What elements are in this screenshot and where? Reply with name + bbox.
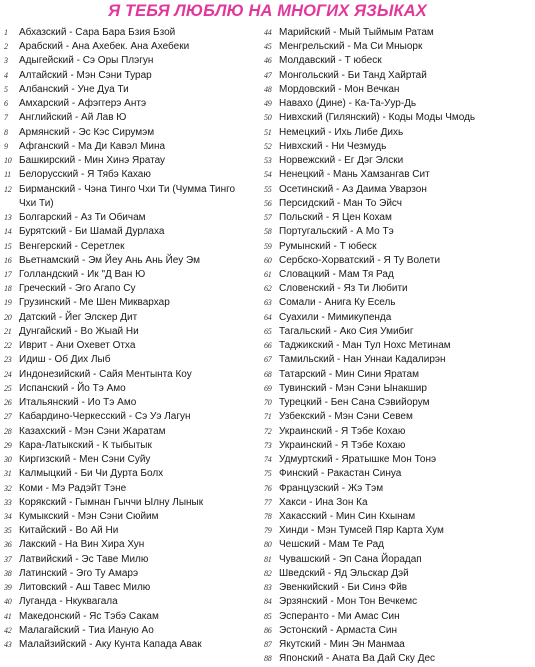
entry-number: 35 — [4, 526, 12, 536]
language-entry — [264, 97, 534, 111]
entry-number: 66 — [264, 341, 272, 351]
entry-number: 1 — [4, 28, 8, 37]
language-entry — [4, 325, 244, 339]
entry-number: 86 — [264, 625, 272, 635]
language-entry — [264, 581, 534, 595]
entry-number: 18 — [4, 284, 12, 294]
entry-number: 7 — [4, 113, 8, 123]
language-entry — [4, 553, 244, 567]
entry-number: 5 — [4, 84, 8, 94]
language-entry — [264, 339, 534, 353]
language-entry — [4, 368, 244, 382]
entry-number: 65 — [264, 326, 272, 336]
entry-number: 69 — [264, 383, 272, 393]
language-entry — [264, 410, 534, 424]
language-entry — [264, 325, 534, 339]
language-entry — [4, 240, 244, 254]
language-entry — [4, 496, 244, 510]
entry-number: 6 — [4, 99, 8, 109]
entry-text: Турецкий - Бен Сана Сэвийорум — [279, 397, 430, 409]
language-entry — [264, 282, 534, 296]
entry-text: Мордовский - Мон Вечкан — [279, 83, 400, 95]
entry-text: Белорусский - Я Тябэ Кахаю — [19, 169, 151, 181]
entry-text: Хинди - Мэн Тумсей Пяр Карта Хум — [279, 525, 444, 537]
language-entry — [264, 154, 534, 168]
entry-number: 51 — [264, 127, 272, 137]
entry-number: 33 — [4, 497, 12, 507]
entry-number: 40 — [4, 597, 12, 607]
entry-number: 42 — [4, 625, 12, 635]
entry-text: Бирманский - Чэна Тинго Чхи Ти (Чумма Тинго Чхи Ти) — [19, 183, 236, 209]
right-language-list — [264, 26, 534, 667]
entry-text: Эсперанто - Ми Амас Син — [279, 610, 400, 622]
entry-number: 52 — [264, 141, 272, 151]
language-entry — [4, 254, 244, 268]
entry-number: 46 — [264, 56, 272, 66]
entry-number: 79 — [264, 526, 272, 536]
entry-text: Арабский - Ана Ахебек. Ана Ахебеки — [19, 41, 190, 53]
language-entry — [4, 467, 244, 481]
entry-number: 11 — [4, 170, 11, 180]
entry-text: Ненецкий - Мань Хамзангав Сит — [279, 169, 430, 181]
entry-text: Кабардино-Черкесский - Сэ Уэ Лагун — [19, 411, 191, 423]
page-title: Я ТЕБЯ ЛЮБЛЮ НА МНОГИХ ЯЗЫКАХ — [108, 2, 427, 20]
entry-text: Таджикский - Ман Тул Нохс Метинам — [279, 340, 451, 352]
language-entry — [264, 482, 534, 496]
entry-number: 13 — [4, 213, 12, 223]
language-entry — [4, 624, 244, 638]
entry-number: 64 — [264, 312, 272, 322]
entry-text: Армянский - Эс Кэс Сирумэм — [19, 126, 155, 138]
entry-text: Грузинский - Ме Шен Миквархар — [19, 297, 170, 309]
entry-number: 9 — [4, 141, 8, 151]
entry-number: 30 — [4, 455, 12, 465]
language-entry — [264, 567, 534, 581]
entry-number: 83 — [264, 583, 272, 593]
entry-number: 29 — [4, 440, 12, 450]
entry-text: Французский - Жэ Тэм — [279, 482, 384, 494]
language-entry — [4, 211, 244, 225]
entry-number: 72 — [264, 426, 272, 436]
entry-text: Башкирский - Мин Хинэ Яратау — [19, 155, 166, 167]
entry-text: Немецкий - Ихь Либе Дихь — [279, 126, 404, 138]
entry-text: Украинский - Я Тэбе Кохаю — [279, 425, 406, 437]
language-entry — [4, 410, 244, 424]
entry-number: 84 — [264, 597, 272, 607]
entry-number: 27 — [4, 412, 12, 422]
entry-text: Идиш - Об Дих Лыб — [19, 354, 111, 366]
language-entry — [264, 553, 534, 567]
entry-number: 54 — [264, 170, 272, 180]
language-entry — [4, 268, 244, 282]
language-entry — [264, 211, 534, 225]
entry-text: Корякский - Гымнан Гыччи Ылну Лынык — [19, 496, 204, 508]
entry-text: Суахили - Мимикупенда — [279, 311, 392, 323]
entry-number: 73 — [264, 440, 272, 450]
entry-text: Малагайский - Тиа Ианую Ао — [19, 624, 154, 636]
entry-number: 12 — [4, 184, 12, 194]
language-entry — [4, 567, 244, 581]
entry-text: Коми - Мэ Радэйт Тэне — [19, 482, 127, 494]
language-entry — [264, 26, 534, 40]
entry-number: 68 — [264, 369, 272, 379]
language-entry — [264, 538, 534, 552]
language-entry — [264, 396, 534, 410]
entry-text: Кумыкский - Мэн Сэни Сюйим — [19, 510, 159, 522]
entry-number: 61 — [264, 269, 272, 279]
language-entry — [4, 140, 244, 154]
language-entry — [264, 638, 534, 652]
language-entry — [264, 197, 534, 211]
language-entry — [4, 183, 244, 211]
entry-text: Итальянский - Ио Тэ Амо — [19, 397, 137, 409]
entry-number: 17 — [4, 269, 12, 279]
entry-number: 22 — [4, 341, 12, 351]
entry-text: Болгарский - Аз Ти Обичам — [19, 212, 146, 224]
entry-number: 74 — [264, 455, 272, 465]
entry-text: Сербско-Хорватский - Я Ту Волети — [279, 254, 441, 266]
language-entry — [264, 496, 534, 510]
entry-number: 43 — [4, 640, 12, 650]
entry-number: 34 — [4, 511, 12, 521]
entry-number: 88 — [264, 654, 272, 664]
entry-number: 60 — [264, 255, 272, 265]
entry-number: 50 — [264, 113, 272, 123]
entry-text: Эвенкийский - Би Синэ Фйв — [279, 582, 408, 594]
language-entry — [264, 268, 534, 282]
entry-text: Узбекский - Мэн Сэни Севем — [279, 411, 413, 423]
language-entry — [264, 467, 534, 481]
entry-text: Словацкий - Мам Тя Рад — [279, 268, 394, 280]
entry-text: Адыгейский - Сэ Оры Плэгун — [19, 55, 154, 67]
entry-text: Лакский - На Вин Хира Хун — [19, 539, 145, 551]
entry-number: 19 — [4, 298, 12, 308]
entry-text: Литовский - Аш Тавес Милю — [19, 582, 151, 594]
entry-text: Эрзянский - Мон Тон Вечкемс — [279, 596, 418, 608]
entry-text: Навахо (Дине) - Ка-Та-Уур-Дь — [279, 98, 417, 110]
entry-number: 44 — [264, 28, 272, 37]
language-entry — [264, 40, 534, 54]
language-entry — [4, 54, 244, 68]
entry-text: Хакси - Ина Зон Ка — [279, 496, 368, 508]
entry-number: 26 — [4, 398, 12, 408]
entry-number: 63 — [264, 298, 272, 308]
entry-text: Афганский - Ма Ди Кавэл Мина — [19, 140, 166, 152]
language-entry — [4, 581, 244, 595]
language-entry — [4, 126, 244, 140]
entry-number: 3 — [4, 56, 8, 66]
entry-text: Голландский - Ик "Д Ван Ю — [19, 268, 146, 280]
entry-text: Менгрельский - Ма Си Мныорк — [279, 41, 423, 53]
entry-number: 71 — [264, 412, 272, 422]
entry-number: 16 — [4, 255, 12, 265]
entry-text: Нивхский - Ни Чезмудь — [279, 140, 387, 152]
left-language-list — [4, 26, 244, 652]
entry-text: Латинский - Эго Ту Амарэ — [19, 567, 139, 579]
entry-text: Калмыцкий - Би Чи Дурта Болх — [19, 468, 164, 480]
entry-text: Дунгайский - Во Жыай Ни — [19, 325, 139, 337]
language-entry — [4, 524, 244, 538]
language-entry — [4, 425, 244, 439]
entry-number: 14 — [4, 227, 12, 237]
language-entry — [4, 97, 244, 111]
entry-number: 76 — [264, 483, 272, 493]
language-entry — [4, 610, 244, 624]
language-entry — [264, 126, 534, 140]
entry-text: Чешский - Мам Те Рад — [279, 539, 384, 551]
language-entry — [264, 69, 534, 83]
entry-number: 32 — [4, 483, 12, 493]
entry-text: Хакасский - Мин Син Кхынам — [279, 510, 416, 522]
language-entry — [4, 353, 244, 367]
language-entry — [4, 339, 244, 353]
language-entry — [4, 26, 244, 40]
entry-text: Удмуртский - Яратышке Мон Тонэ — [279, 454, 437, 466]
language-entry — [4, 282, 244, 296]
entry-text: Нивхский (Гилянский) - Коды Моды Чмодь — [279, 112, 476, 124]
entry-number: 23 — [4, 355, 12, 365]
entry-text: Абхазский - Сара Бара Бзия Бзой — [19, 27, 176, 38]
language-entry — [264, 183, 534, 197]
language-entry — [4, 482, 244, 496]
entry-text: Польский - Я Цен Кохам — [279, 212, 392, 224]
language-entry — [264, 311, 534, 325]
entry-number: 38 — [4, 568, 12, 578]
entry-number: 59 — [264, 241, 272, 251]
entry-number: 75 — [264, 469, 272, 479]
entry-number: 70 — [264, 398, 272, 408]
entry-number: 47 — [264, 70, 272, 80]
entry-number: 49 — [264, 99, 272, 109]
entry-text: Малайзийский - Аку Кунта Капада Авак — [19, 639, 202, 651]
entry-text: Кара-Латыкский - К тыбытык — [19, 439, 152, 451]
entry-number: 53 — [264, 156, 272, 166]
entry-number: 57 — [264, 213, 272, 223]
language-entry — [264, 296, 534, 310]
language-entry — [264, 111, 534, 125]
entry-number: 62 — [264, 284, 272, 294]
entry-number: 67 — [264, 355, 272, 365]
language-entry — [4, 595, 244, 609]
entry-text: Эстонский - Армаста Син — [279, 624, 397, 636]
language-entry — [264, 353, 534, 367]
language-entry — [264, 425, 534, 439]
entry-number: 4 — [4, 70, 8, 80]
entry-text: Украинский - Я Тэбе Кохаю — [279, 439, 406, 451]
entry-text: Киргизский - Мен Сэни Суйу — [19, 454, 151, 466]
language-entry — [264, 510, 534, 524]
language-entry — [4, 168, 244, 182]
entry-text: Луганда - Нкуквагала — [19, 596, 118, 608]
entry-text: Индонезийский - Сайя Ментынта Коу — [19, 368, 192, 380]
entry-text: Вьетнамский - Эм Йеу Ань Ань Йеу Эм — [19, 254, 200, 266]
entry-number: 45 — [264, 42, 272, 52]
entry-number: 78 — [264, 511, 272, 521]
entry-text: Бурятский - Би Шамай Дурлаха — [19, 226, 165, 238]
entry-number: 37 — [4, 554, 12, 564]
entry-text: Иврит - Ани Охевет Отха — [19, 340, 136, 352]
entry-number: 41 — [4, 611, 12, 621]
entry-text: Финский - Ракастан Синуа — [279, 468, 402, 480]
entry-text: Румынский - Т юбеск — [279, 240, 377, 252]
entry-text: Латвийский - Эс Таве Милю — [19, 553, 149, 565]
language-entry — [264, 140, 534, 154]
entry-number: 56 — [264, 198, 272, 208]
language-entry — [4, 538, 244, 552]
entry-number: 10 — [4, 156, 12, 166]
language-entry — [264, 595, 534, 609]
entry-text: Алтайский - Мэн Сэни Турар — [19, 69, 152, 81]
entry-number: 24 — [4, 369, 12, 379]
entry-text: Молдавский - Т юбеск — [279, 55, 382, 67]
entry-number: 36 — [4, 540, 12, 550]
language-entry — [264, 54, 534, 68]
language-entry — [264, 652, 534, 666]
language-entry — [4, 396, 244, 410]
language-entry — [264, 382, 534, 396]
entry-number: 31 — [4, 469, 12, 479]
language-entry — [264, 439, 534, 453]
entry-text: Китайский - Во Ай Ни — [19, 525, 119, 537]
entry-text: Татарский - Мин Сини Яратам — [279, 368, 419, 380]
entry-text: Якутский - Мин Эн Манмаа — [279, 639, 405, 651]
entry-text: Португальский - А Мо Тэ — [279, 226, 394, 238]
language-entry — [264, 83, 534, 97]
entry-number: 55 — [264, 184, 272, 194]
language-entry — [4, 154, 244, 168]
entry-text: Амхарский - Афэггерэ Антэ — [19, 98, 147, 110]
entry-text: Чувашский - Эп Сана Йорадап — [279, 553, 422, 565]
entry-text: Монгольский - Би Танд Хайртай — [279, 69, 427, 81]
language-entry — [264, 240, 534, 254]
language-entry — [264, 524, 534, 538]
entry-number: 2 — [4, 42, 8, 52]
language-entry — [264, 168, 534, 182]
entry-text: Сомали - Анига Ку Есель — [279, 297, 396, 309]
language-entry — [4, 382, 244, 396]
entry-text: Тагальский - Ако Сия Умибиг — [279, 325, 414, 337]
language-entry — [4, 510, 244, 524]
entry-number: 15 — [4, 241, 12, 251]
entry-number: 85 — [264, 611, 272, 621]
language-entry — [264, 368, 534, 382]
entry-number: 8 — [4, 127, 8, 137]
language-entry — [4, 69, 244, 83]
entry-number: 21 — [4, 326, 12, 336]
entry-text: Македонский - Яс Тэбэ Сакам — [19, 610, 159, 622]
entry-text: Марийский - Мый Тыймым Ратам — [279, 27, 434, 38]
language-entry — [264, 610, 534, 624]
entry-number: 77 — [264, 497, 272, 507]
entry-number: 48 — [264, 84, 272, 94]
entry-text: Казахский - Мэн Сэни Жаратам — [19, 425, 166, 437]
entry-number: 28 — [4, 426, 12, 436]
entry-number: 80 — [264, 540, 272, 550]
language-entry — [4, 40, 244, 54]
entry-number: 58 — [264, 227, 272, 237]
language-entry — [264, 624, 534, 638]
language-entry — [4, 638, 244, 652]
language-entry — [4, 439, 244, 453]
entry-text: Шведский - Яд Эльскар Дэй — [279, 567, 409, 579]
entry-text: Тувинский - Мэн Сэни Ынакшир — [279, 382, 427, 394]
language-entry — [4, 83, 244, 97]
language-entry — [264, 254, 534, 268]
entry-text: Персидский - Ман То Эйсч — [279, 197, 403, 209]
entry-text: Норвежский - Eг Дэг Элски — [279, 155, 404, 167]
entry-text: Тамильский - Нан Уннаи Кадалирэн — [279, 354, 446, 366]
entry-text: Греческий - Эго Агапо Су — [19, 283, 136, 295]
entry-text: Албанский - Уне Дуа Ти — [19, 83, 129, 95]
entry-text: Английский - Ай Лав Ю — [19, 112, 127, 124]
entry-number: 82 — [264, 568, 272, 578]
entry-text: Японский - Аната Ва Дай Ску Дес — [279, 653, 436, 665]
language-entry — [4, 453, 244, 467]
entry-text: Осетинский - Аз Даима Уварзон — [279, 183, 427, 195]
language-entry — [264, 225, 534, 239]
entry-text: Испанский - Йо Тэ Амо — [19, 382, 126, 394]
language-entry — [4, 296, 244, 310]
entry-number: 20 — [4, 312, 12, 322]
language-entry — [4, 311, 244, 325]
entry-text: Венгерский - Серетлек — [19, 240, 125, 252]
entry-number: 39 — [4, 583, 12, 593]
entry-number: 25 — [4, 383, 12, 393]
language-entry — [4, 111, 244, 125]
entry-number: 87 — [264, 640, 272, 650]
entry-number: 81 — [264, 554, 272, 564]
entry-text: Датский - Йег Элскер Дит — [19, 311, 138, 323]
language-entry — [4, 225, 244, 239]
entry-text: Словенский - Яз Ти Любити — [279, 283, 408, 295]
language-entry — [264, 453, 534, 467]
